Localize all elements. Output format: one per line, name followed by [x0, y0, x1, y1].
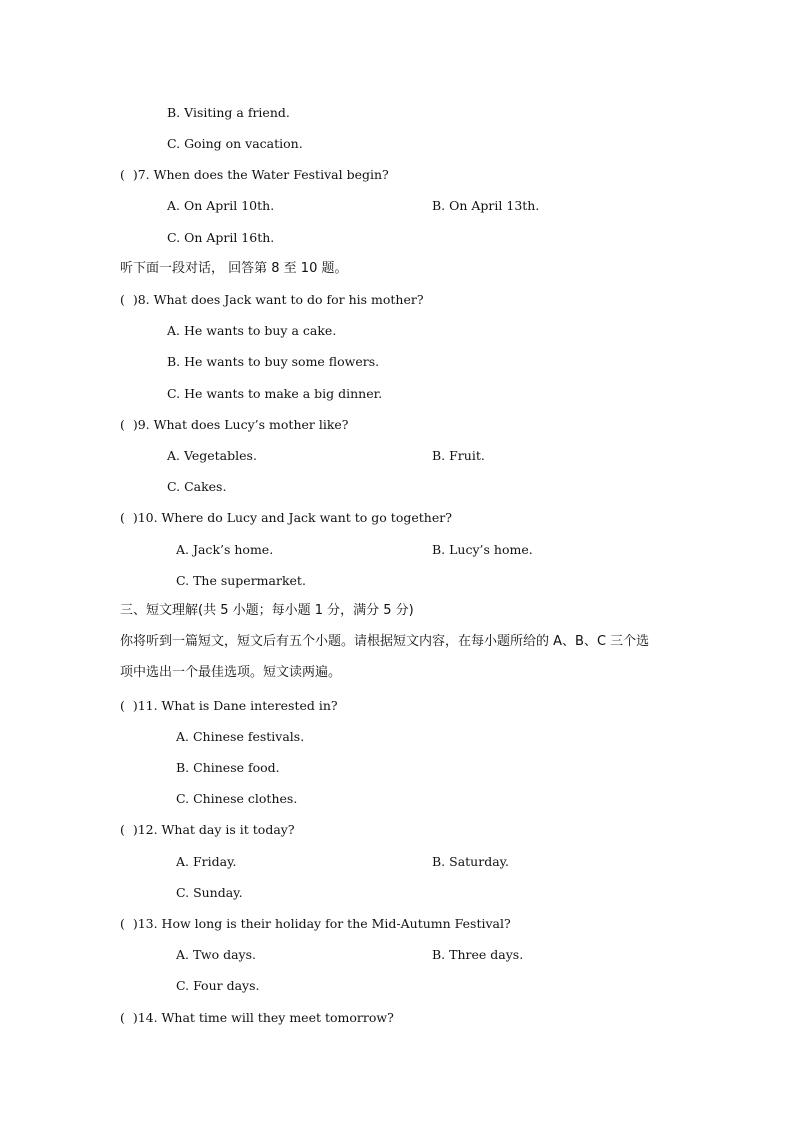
q8-question: ( )8. What does Jack want to do for his mother? — [120, 292, 424, 307]
q8-option-b: B. He wants to buy some flowers. — [167, 354, 380, 369]
q9-option-b: B. Fruit. — [432, 448, 485, 463]
q13-option-a: A. Two days. — [176, 947, 256, 962]
q13-option-c: C. Four days. — [176, 978, 260, 993]
section3-instruction-line1: 你将听到一篇短文，短文后有五个小题。请根据短文内容，在每小题所给的 A、B、C 三个选 — [120, 634, 650, 649]
q7-option-b: B. On April 13th. — [432, 198, 540, 213]
q13-question: ( )13. How long is their holiday for the Mid-Autumn Festival? — [120, 916, 511, 931]
q12-option-b: B. Saturday. — [432, 854, 510, 869]
q7-question: ( )7. When does the Water Festival begin? — [120, 167, 389, 182]
q8-option-a: A. He wants to buy a cake. — [167, 323, 337, 338]
q12-option-a: A. Friday. — [176, 854, 237, 869]
q6-option-b: B. Visiting a friend. — [167, 105, 290, 120]
q10-option-a: A. Jack’s home. — [176, 542, 274, 557]
q11-option-b: B. Chinese food. — [176, 760, 280, 775]
dialogue-instruction: 听下面一段对话， 回答第 8 至 10 题。 — [120, 261, 348, 276]
q10-option-b: B. Lucy’s home. — [432, 542, 533, 557]
q10-option-c: C. The supermarket. — [176, 573, 306, 588]
q11-option-c: C. Chinese clothes. — [176, 791, 298, 806]
q12-question: ( )12. What day is it today? — [120, 822, 295, 837]
q14-question: ( )14. What time will they meet tomorrow? — [120, 1010, 394, 1025]
q9-option-a: A. Vegetables. — [167, 448, 257, 463]
q11-question: ( )11. What is Dane interested in? — [120, 698, 338, 713]
q6-option-c: C. Going on vacation. — [167, 136, 303, 151]
q10-question: ( )10. Where do Lucy and Jack want to go together? — [120, 510, 452, 525]
q12-option-c: C. Sunday. — [176, 885, 243, 900]
section3-instruction-line2: 项中选出一个最佳选项。短文读两遍。 — [120, 665, 342, 680]
q7-option-c: C. On April 16th. — [167, 230, 275, 245]
q9-option-c: C. Cakes. — [167, 479, 227, 494]
q9-question: ( )9. What does Lucy’s mother like? — [120, 417, 349, 432]
q11-option-a: A. Chinese festivals. — [176, 729, 305, 744]
q8-option-c: C. He wants to make a big dinner. — [167, 386, 383, 401]
section3-heading: 三、短文理解(共 5 小题；每小题 1 分，满分 5 分) — [120, 603, 414, 618]
q13-option-b: B. Three days. — [432, 947, 524, 962]
q7-option-a: A. On April 10th. — [167, 198, 275, 213]
